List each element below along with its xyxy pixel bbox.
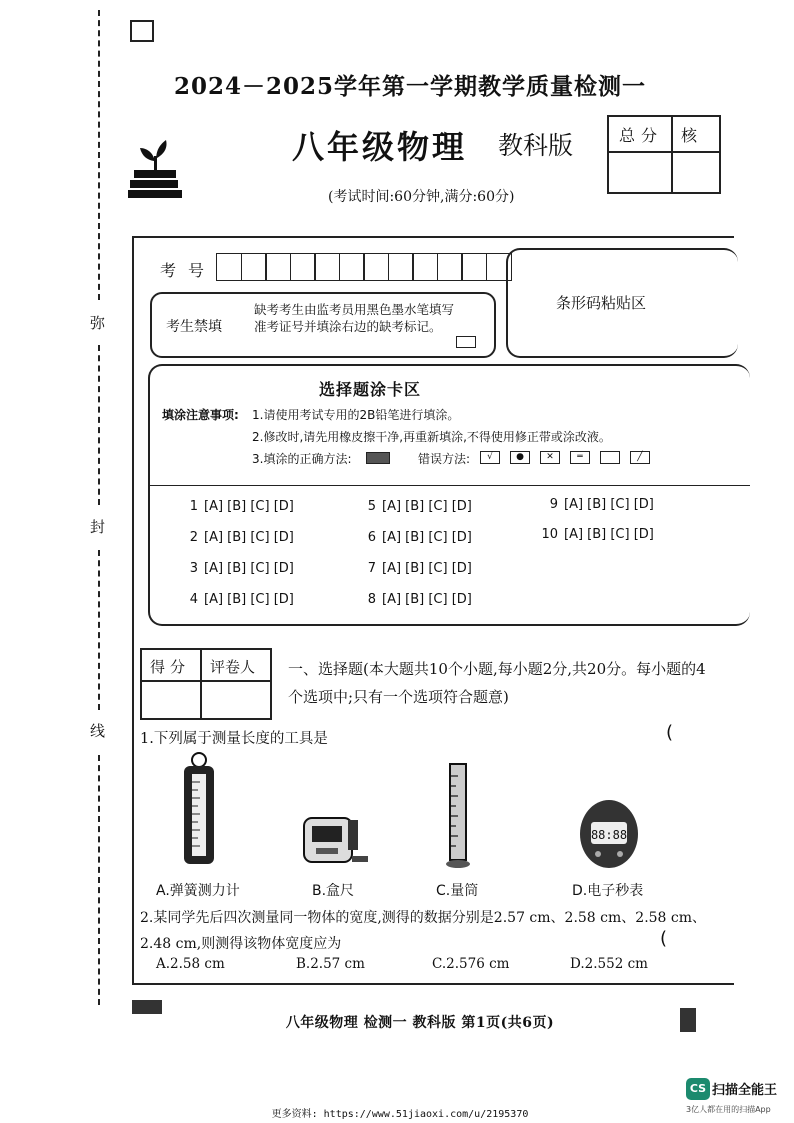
choice-card-divider bbox=[150, 485, 750, 486]
fill-note-2: 2.修改时,请先用橡皮擦干净,再重新填涂,不得使用修正带或涂改液。 bbox=[252, 430, 611, 444]
answer-row-9[interactable]: 9 [A] [B] [C] [D] bbox=[549, 497, 654, 512]
question-2-answer-paren[interactable]: ( bbox=[660, 928, 668, 949]
binding-char-mi: 弥 bbox=[90, 314, 106, 332]
answer-row-10[interactable]: 10 [A] [B] [C] [D] bbox=[541, 527, 654, 542]
exam-number-cell[interactable] bbox=[216, 253, 242, 281]
answer-row-8[interactable]: 8 [A] [B] [C] [D] bbox=[367, 592, 472, 607]
binding-dash-line bbox=[98, 755, 100, 1005]
camscanner-name: 扫描全能王 bbox=[712, 1083, 778, 1098]
question-2-text: 2.某同学先后四次测量同一物体的宽度,测得的数据分别是2.57 cm、2.58 cm、2.58 cm、2.48 cm,则测得该物体宽度应为 bbox=[140, 910, 707, 952]
exam-number-cell[interactable] bbox=[314, 253, 340, 281]
q1-option-d: D.电子秒表 bbox=[572, 883, 644, 899]
binding-dash-line bbox=[98, 10, 100, 300]
wrong-mark-partial bbox=[600, 451, 620, 464]
answer-row-5[interactable]: 5 [A] [B] [C] [D] bbox=[367, 499, 472, 514]
exam-number-label: 考号 bbox=[160, 261, 217, 280]
exam-number-cells[interactable] bbox=[216, 253, 510, 281]
exam-number-cell[interactable] bbox=[241, 253, 267, 281]
camscanner-slogan: 3亿人都在用的扫描App bbox=[686, 1105, 771, 1114]
section-heading: 一、选择题(本大题共10个小题,每小题2分,共20分。每小题的4个选项中;只有一个选项符合题意) bbox=[288, 660, 706, 706]
wrong-mark-dot: ● bbox=[510, 451, 530, 464]
corner-mark-top-left bbox=[130, 20, 154, 42]
exam-number-cell[interactable] bbox=[437, 253, 463, 281]
choice-card bbox=[148, 364, 750, 626]
question-1-text: 1.下列属于测量长度的工具是 bbox=[140, 731, 328, 747]
wrong-mark-slash: ╱ bbox=[630, 451, 650, 464]
exam-number-cell[interactable] bbox=[461, 253, 487, 281]
svg-text:88:88: 88:88 bbox=[590, 828, 628, 842]
graduated-cylinder-image bbox=[444, 762, 472, 870]
exam-number-cell[interactable] bbox=[388, 253, 414, 281]
exam-number-cell[interactable] bbox=[339, 253, 365, 281]
page-footer: 八年级物理 检测一 教科版 第1页(共6页) bbox=[285, 1015, 555, 1031]
tape-measure-image bbox=[300, 812, 370, 868]
answer-row-6[interactable]: 6 [A] [B] [C] [D] bbox=[367, 530, 472, 545]
q1-option-a: A.弹簧测力计 bbox=[156, 883, 240, 899]
camscanner-logo-icon: CS bbox=[686, 1078, 710, 1100]
wrong-mark-lines: ═ bbox=[570, 451, 590, 464]
answer-row-4[interactable]: 4 [A] [B] [C] [D] bbox=[189, 592, 294, 607]
q2-option-a: A.2.58 cm bbox=[156, 956, 225, 972]
exam-number-cell[interactable] bbox=[363, 253, 389, 281]
grader-table bbox=[140, 648, 272, 720]
wrong-method-label: 错误方法: bbox=[418, 452, 471, 466]
choice-card-title: 选择题涂卡区 bbox=[318, 380, 421, 399]
answer-row-7[interactable]: 7 [A] [B] [C] [D] bbox=[367, 561, 472, 576]
exam-number-cell[interactable] bbox=[412, 253, 438, 281]
fill-note-3: 3.填涂的正确方法: bbox=[252, 452, 352, 466]
book-plant-icon bbox=[128, 132, 184, 202]
question-1-answer-paren[interactable]: ( bbox=[666, 722, 674, 743]
edition-label: 教科版 bbox=[498, 131, 574, 160]
exam-title: 2024－2025学年第一学期教学质量检测一 bbox=[173, 73, 647, 100]
correct-fill-example bbox=[366, 452, 390, 464]
subject-title: 八年级物理 bbox=[292, 128, 468, 166]
q1-option-b: B.盒尺 bbox=[312, 883, 355, 899]
exam-number-cell[interactable] bbox=[265, 253, 291, 281]
electronic-stopwatch-image bbox=[578, 796, 640, 870]
wrong-mark-check: √ bbox=[480, 451, 500, 464]
absent-label: 考生禁填 bbox=[166, 319, 222, 335]
binding-dash-line bbox=[98, 345, 100, 505]
barcode-label: 条形码粘贴区 bbox=[556, 294, 647, 312]
check-label: 核 bbox=[681, 126, 698, 145]
q2-option-c: C.2.576 cm bbox=[432, 956, 510, 972]
binding-char-xian: 线 bbox=[90, 722, 106, 740]
more-info-link[interactable]: 更多资料: https://www.51jiaoxi.com/u/2195370 bbox=[271, 1109, 529, 1120]
score-label: 得分 bbox=[150, 658, 191, 676]
wrong-mark-cross: ✕ bbox=[540, 451, 560, 464]
exam-number-cell[interactable] bbox=[290, 253, 316, 281]
time-note: (考试时间:60分钟,满分:60分) bbox=[328, 189, 515, 205]
fill-note-1: 1.请使用考试专用的2B铅笔进行填涂。 bbox=[252, 408, 460, 422]
answer-row-1[interactable]: 1 [A] [B] [C] [D] bbox=[189, 499, 294, 514]
q2-option-d: D.2.552 cm bbox=[570, 956, 648, 972]
binding-dash-line bbox=[98, 550, 100, 710]
absent-instructions: 缺考考生由监考员用黑色墨水笔填写准考证号并填涂右边的缺考标记。 bbox=[254, 302, 455, 334]
total-score-label: 总分 bbox=[619, 126, 664, 145]
answer-row-3[interactable]: 3 [A] [B] [C] [D] bbox=[189, 561, 294, 576]
score-box bbox=[607, 115, 721, 194]
binding-char-feng: 封 bbox=[90, 518, 106, 536]
grader-label: 评卷人 bbox=[210, 658, 256, 676]
fill-notes-label: 填涂注意事项: bbox=[162, 408, 239, 422]
answer-row-2[interactable]: 2 [A] [B] [C] [D] bbox=[189, 530, 294, 545]
q2-option-b: B.2.57 cm bbox=[296, 956, 365, 972]
q1-option-c: C.量筒 bbox=[436, 883, 479, 899]
absent-mark-box[interactable] bbox=[456, 336, 476, 348]
spring-scale-image bbox=[178, 752, 220, 870]
